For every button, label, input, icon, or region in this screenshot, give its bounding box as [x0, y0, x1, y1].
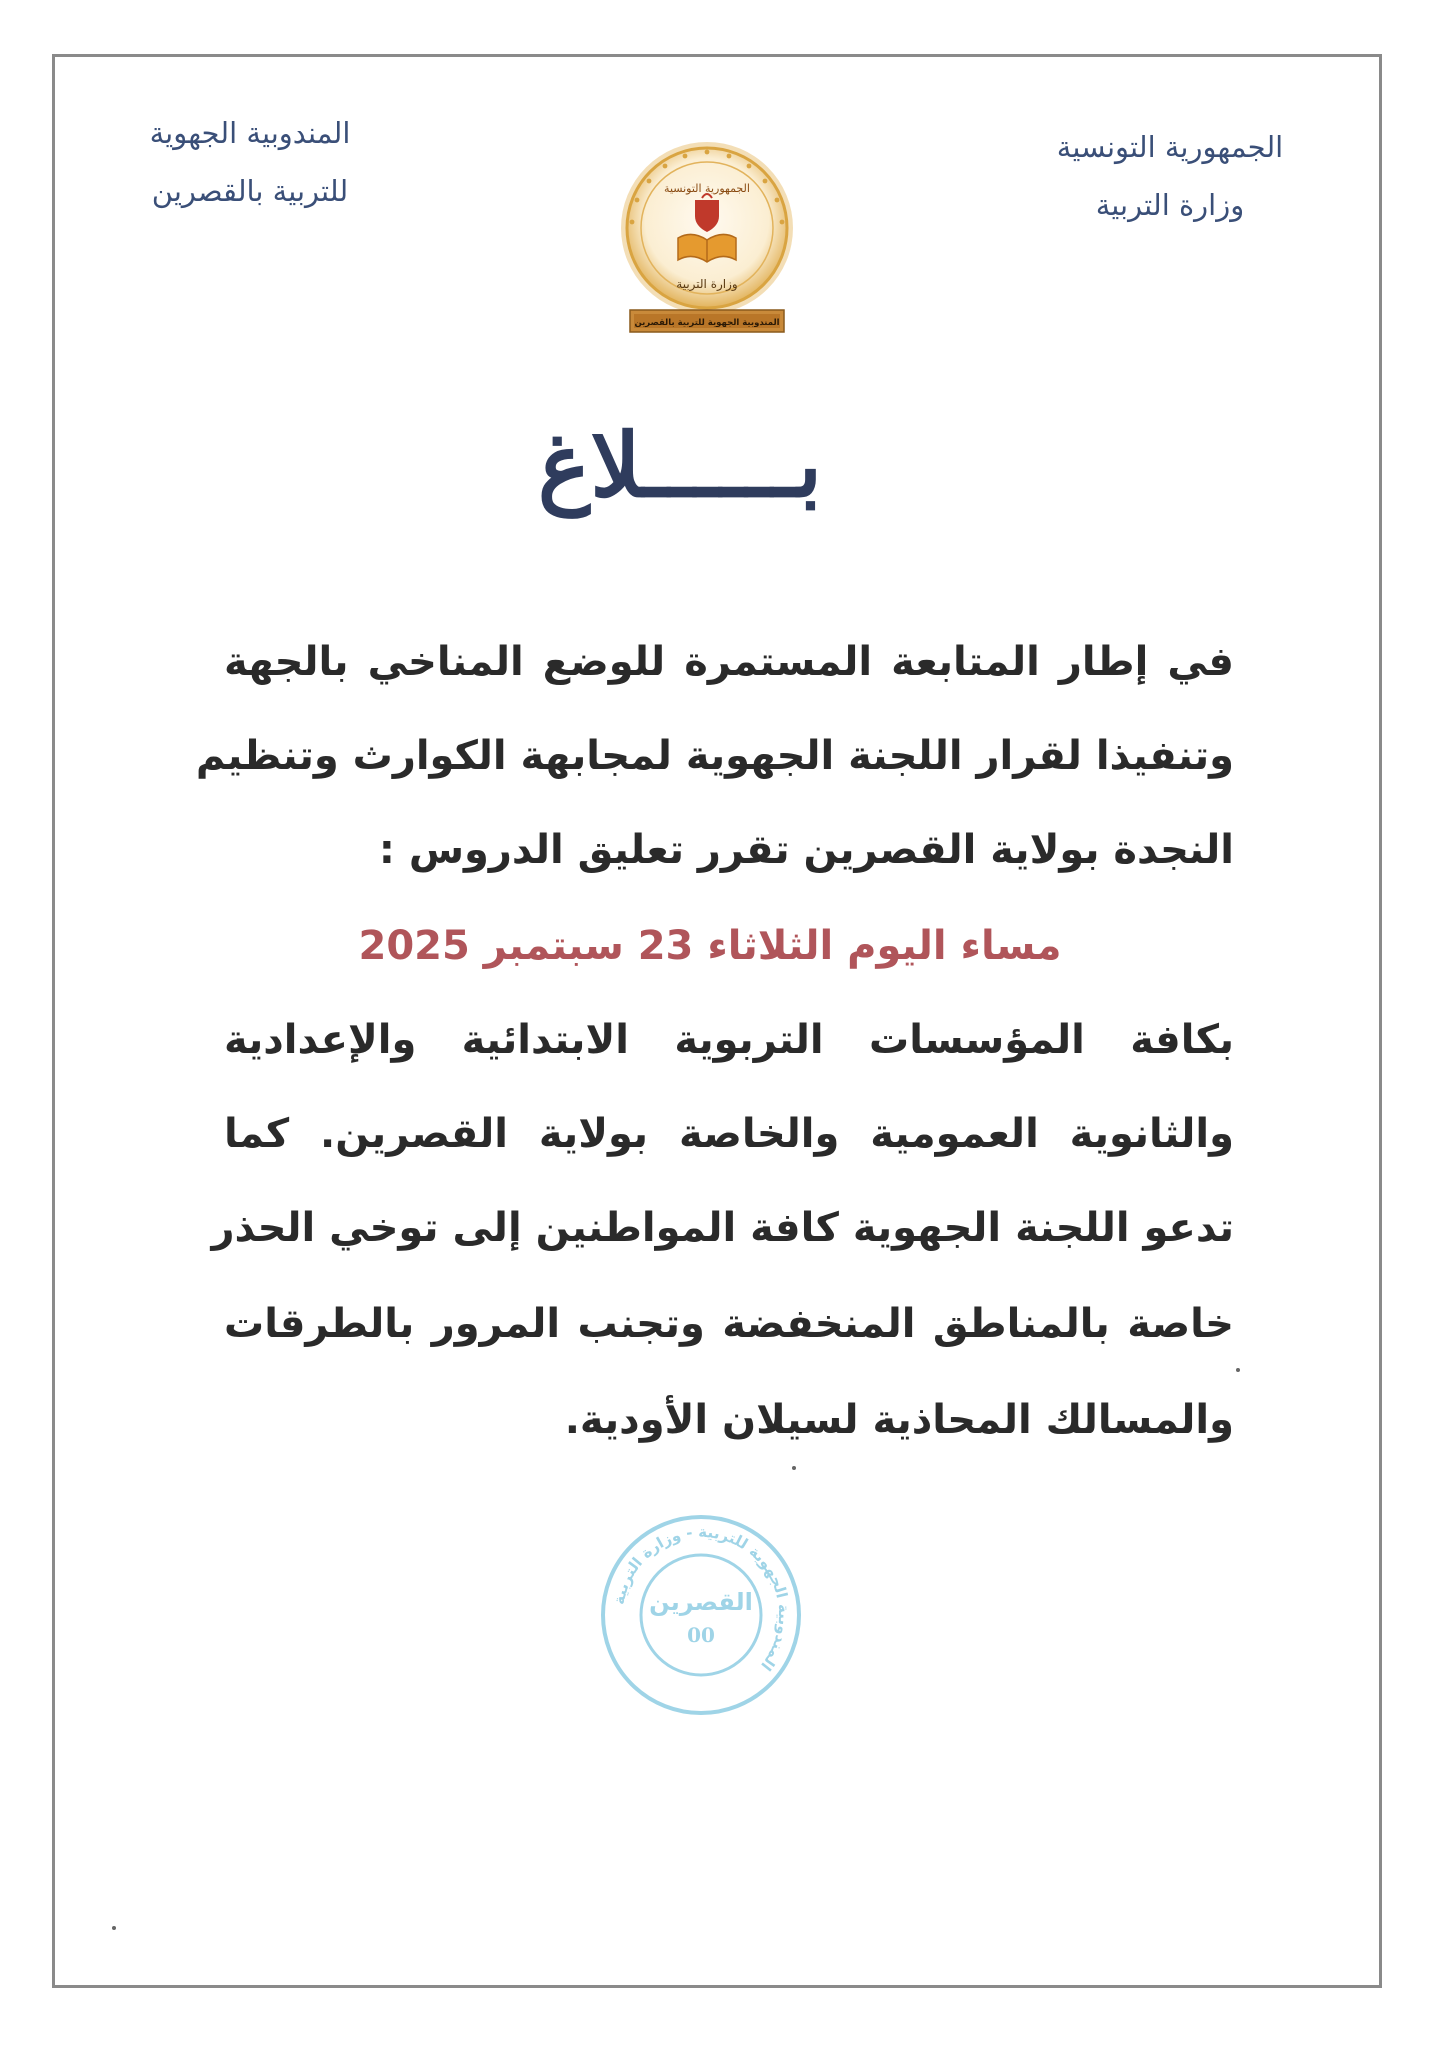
body-line-4: بكافة المؤسسات التربوية الابتدائية والإعدادية: [224, 1017, 1234, 1063]
body-line-3: النجدة بولاية القصرين تقرر تعليق الدروس :: [378, 827, 1234, 873]
body-line-7: خاصة بالمناطق المنخفضة وتجنب المرور بالطرقات: [224, 1301, 1234, 1347]
official-stamp-icon: [596, 1510, 806, 1720]
ministry-of-education-emblem-icon: [612, 138, 802, 350]
header-regional-office: [120, 104, 380, 220]
body-line-5: والثانوية العمومية والخاصة بولاية القصرين. كما: [224, 1111, 1234, 1157]
suspension-date: مساء اليوم الثلاثاء 23 سبتمبر 2025: [358, 923, 1062, 969]
scan-speck: [1236, 1368, 1240, 1372]
body-line-1: في إطار المتابعة المستمرة للوضع المناخي بالجهة: [224, 639, 1234, 685]
stamp-outer-text: المندوبية الجهوية للتربية - وزارة التربية: [609, 1522, 794, 1675]
body-line-6: تدعو اللجنة الجهوية كافة المواطنين إلى توخي الحذر: [211, 1205, 1234, 1251]
header-regional-line2: للتربية بالقصرين: [151, 174, 349, 208]
page-title: بــــــلاغ: [537, 413, 823, 517]
header-republic-ministry: [1020, 118, 1320, 234]
body-line-2: وتنفيذا لقرار اللجنة الجهوية لمجابهة الكوارث وتنظيم: [195, 733, 1234, 779]
logo-band-text: المندوبية الجهوية للتربية بالقصرين: [634, 318, 780, 328]
logo-ministry-text: وزارة التربية: [676, 277, 738, 291]
scan-speck: [112, 1926, 116, 1930]
header-regional-line1: المندوبية الجهوية: [149, 116, 351, 150]
logo-top-text: الجمهورية التونسية: [664, 182, 750, 195]
stamp-number: 00: [687, 1623, 715, 1647]
stamp-center-text: القصرين: [649, 1588, 753, 1616]
body-line-8: والمسالك المحاذية لسيلان الأودية.: [564, 1397, 1234, 1443]
header-republic: الجمهورية التونسية: [1056, 130, 1284, 164]
scan-speck: [792, 1466, 796, 1470]
header-ministry: وزارة التربية: [1095, 188, 1245, 222]
